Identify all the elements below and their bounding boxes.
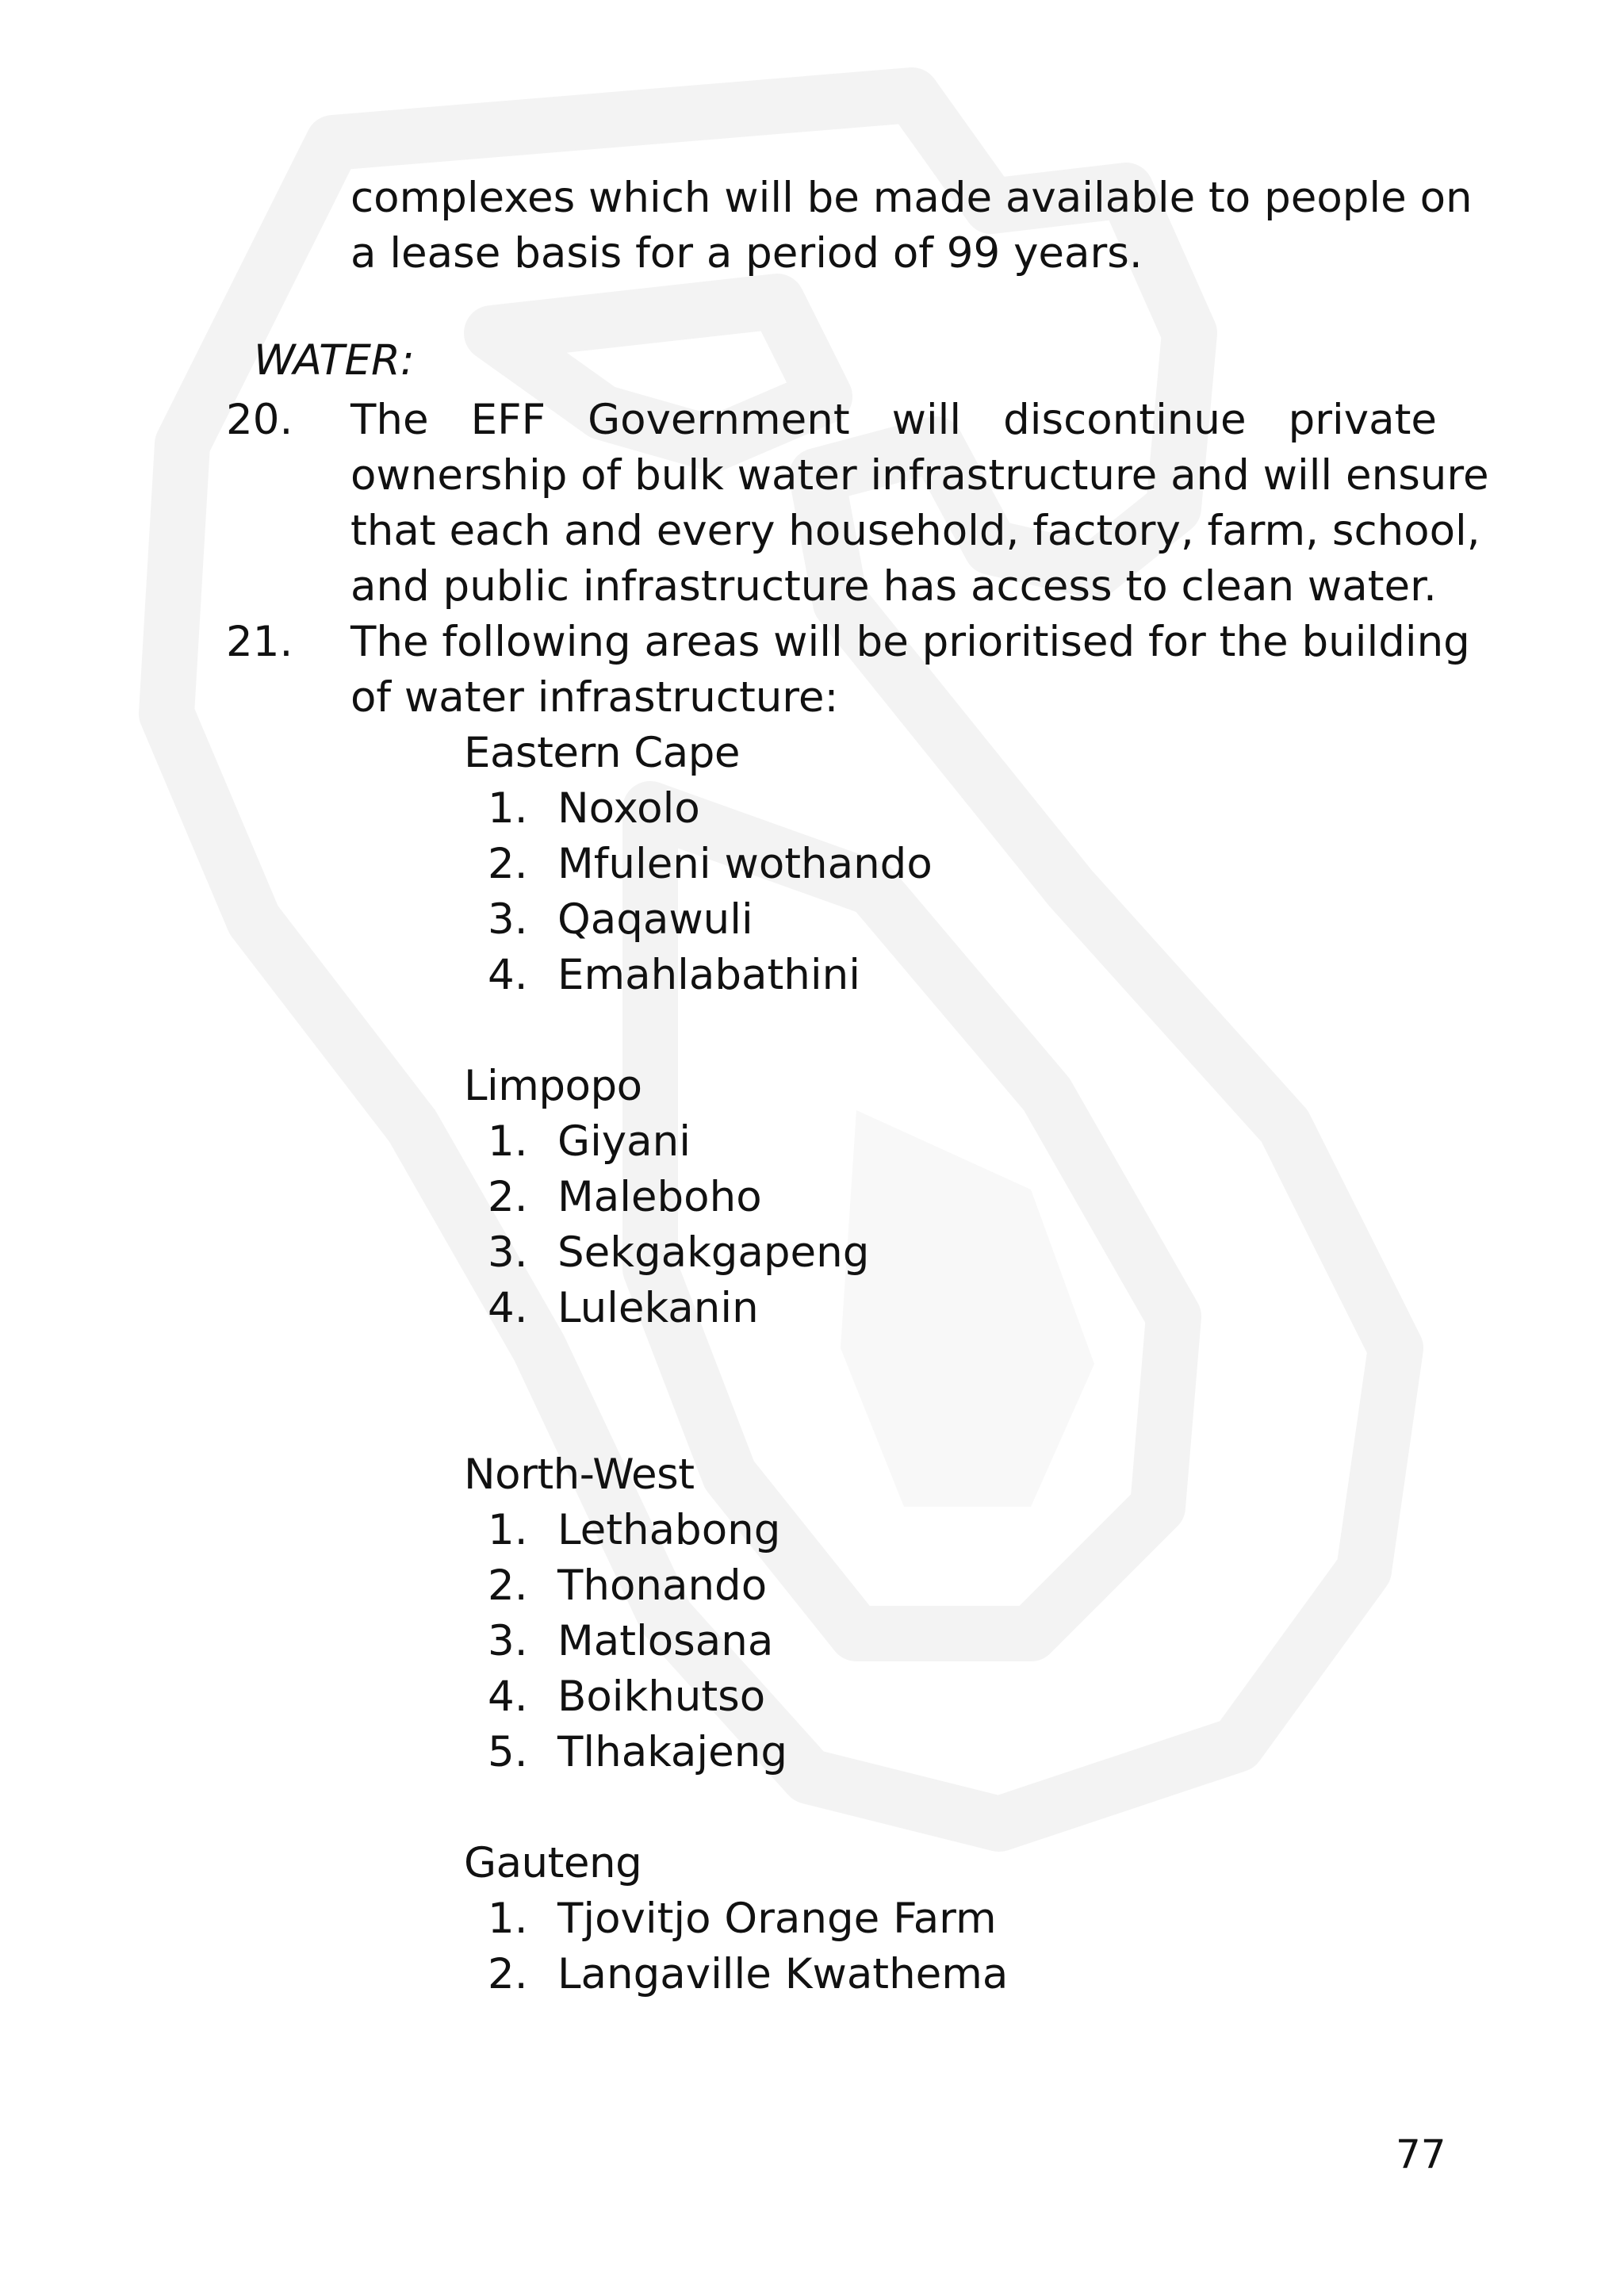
province-heading-eastern-cape: Eastern Cape bbox=[464, 729, 740, 777]
paragraph-20-line: The EFF Government will discontinue private bbox=[350, 396, 1437, 444]
province-heading-limpopo: Limpopo bbox=[464, 1062, 642, 1110]
list-item-number: 1. bbox=[488, 1117, 528, 1166]
list-item-number: 4. bbox=[488, 1672, 528, 1721]
paragraph-20-line: ownership of bulk water infrastructure and will ensure bbox=[350, 451, 1489, 500]
list-item-name: Thonando bbox=[557, 1561, 768, 1610]
list-item-name: Qaqawuli bbox=[557, 895, 753, 944]
paragraph-20-line: that each and every household, factory, farm, school, bbox=[350, 507, 1480, 555]
list-item-number: 3. bbox=[488, 1228, 528, 1277]
list-item-name: Noxolo bbox=[557, 784, 700, 833]
list-item-name: Langaville Kwathema bbox=[557, 1950, 1009, 1998]
paragraph-21 bbox=[350, 615, 1470, 726]
list-item-number: 3. bbox=[488, 895, 528, 944]
list-item-name: Giyani bbox=[557, 1117, 691, 1166]
list-item-name: Emahlabathini bbox=[557, 951, 860, 999]
paragraph-number-20: 20. bbox=[226, 396, 293, 444]
list-item-number: 2. bbox=[488, 1173, 528, 1221]
intro-line-2: a lease basis for a period of 99 years. bbox=[350, 229, 1143, 278]
list-item-number: 2. bbox=[488, 840, 528, 888]
paragraph-21-line: The following areas will be prioritised for the building bbox=[350, 618, 1470, 666]
list-item-number: 1. bbox=[488, 1506, 528, 1554]
list-item-number: 5. bbox=[488, 1728, 528, 1776]
page-number: 77 bbox=[1396, 2132, 1446, 2178]
province-heading-gauteng: Gauteng bbox=[464, 1839, 642, 1887]
list-item-name: Mfuleni wothando bbox=[557, 840, 933, 888]
list-item-name: Maleboho bbox=[557, 1173, 762, 1221]
list-item-number: 1. bbox=[488, 784, 528, 833]
list-item-name: Tjovitjo Orange Farm bbox=[557, 1895, 997, 1943]
list-item-name: Lulekanin bbox=[557, 1284, 759, 1332]
list-item-number: 1. bbox=[488, 1895, 528, 1943]
list-item-name: Boikhutso bbox=[557, 1672, 766, 1721]
paragraph-20 bbox=[350, 393, 1489, 615]
intro-line-1: complexes which will be made available to people on bbox=[350, 174, 1473, 222]
paragraph-21-line: of water infrastructure: bbox=[350, 673, 839, 722]
list-item-number: 4. bbox=[488, 1284, 528, 1332]
section-heading: WATER: bbox=[254, 336, 415, 385]
list-item-number: 2. bbox=[488, 1561, 528, 1610]
list-item-name: Sekgakgapeng bbox=[557, 1228, 870, 1277]
list-item-name: Matlosana bbox=[557, 1617, 774, 1665]
list-item-name: Tlhakajeng bbox=[557, 1728, 787, 1776]
list-item-number: 3. bbox=[488, 1617, 528, 1665]
list-item-number: 2. bbox=[488, 1950, 528, 1998]
paragraph-20-line: and public infrastructure has access to clean water. bbox=[350, 562, 1437, 611]
paragraph-number-21: 21. bbox=[226, 618, 293, 666]
list-item-name: Lethabong bbox=[557, 1506, 781, 1554]
list-item-number: 4. bbox=[488, 951, 528, 999]
province-heading-north-west: North-West bbox=[464, 1450, 695, 1499]
